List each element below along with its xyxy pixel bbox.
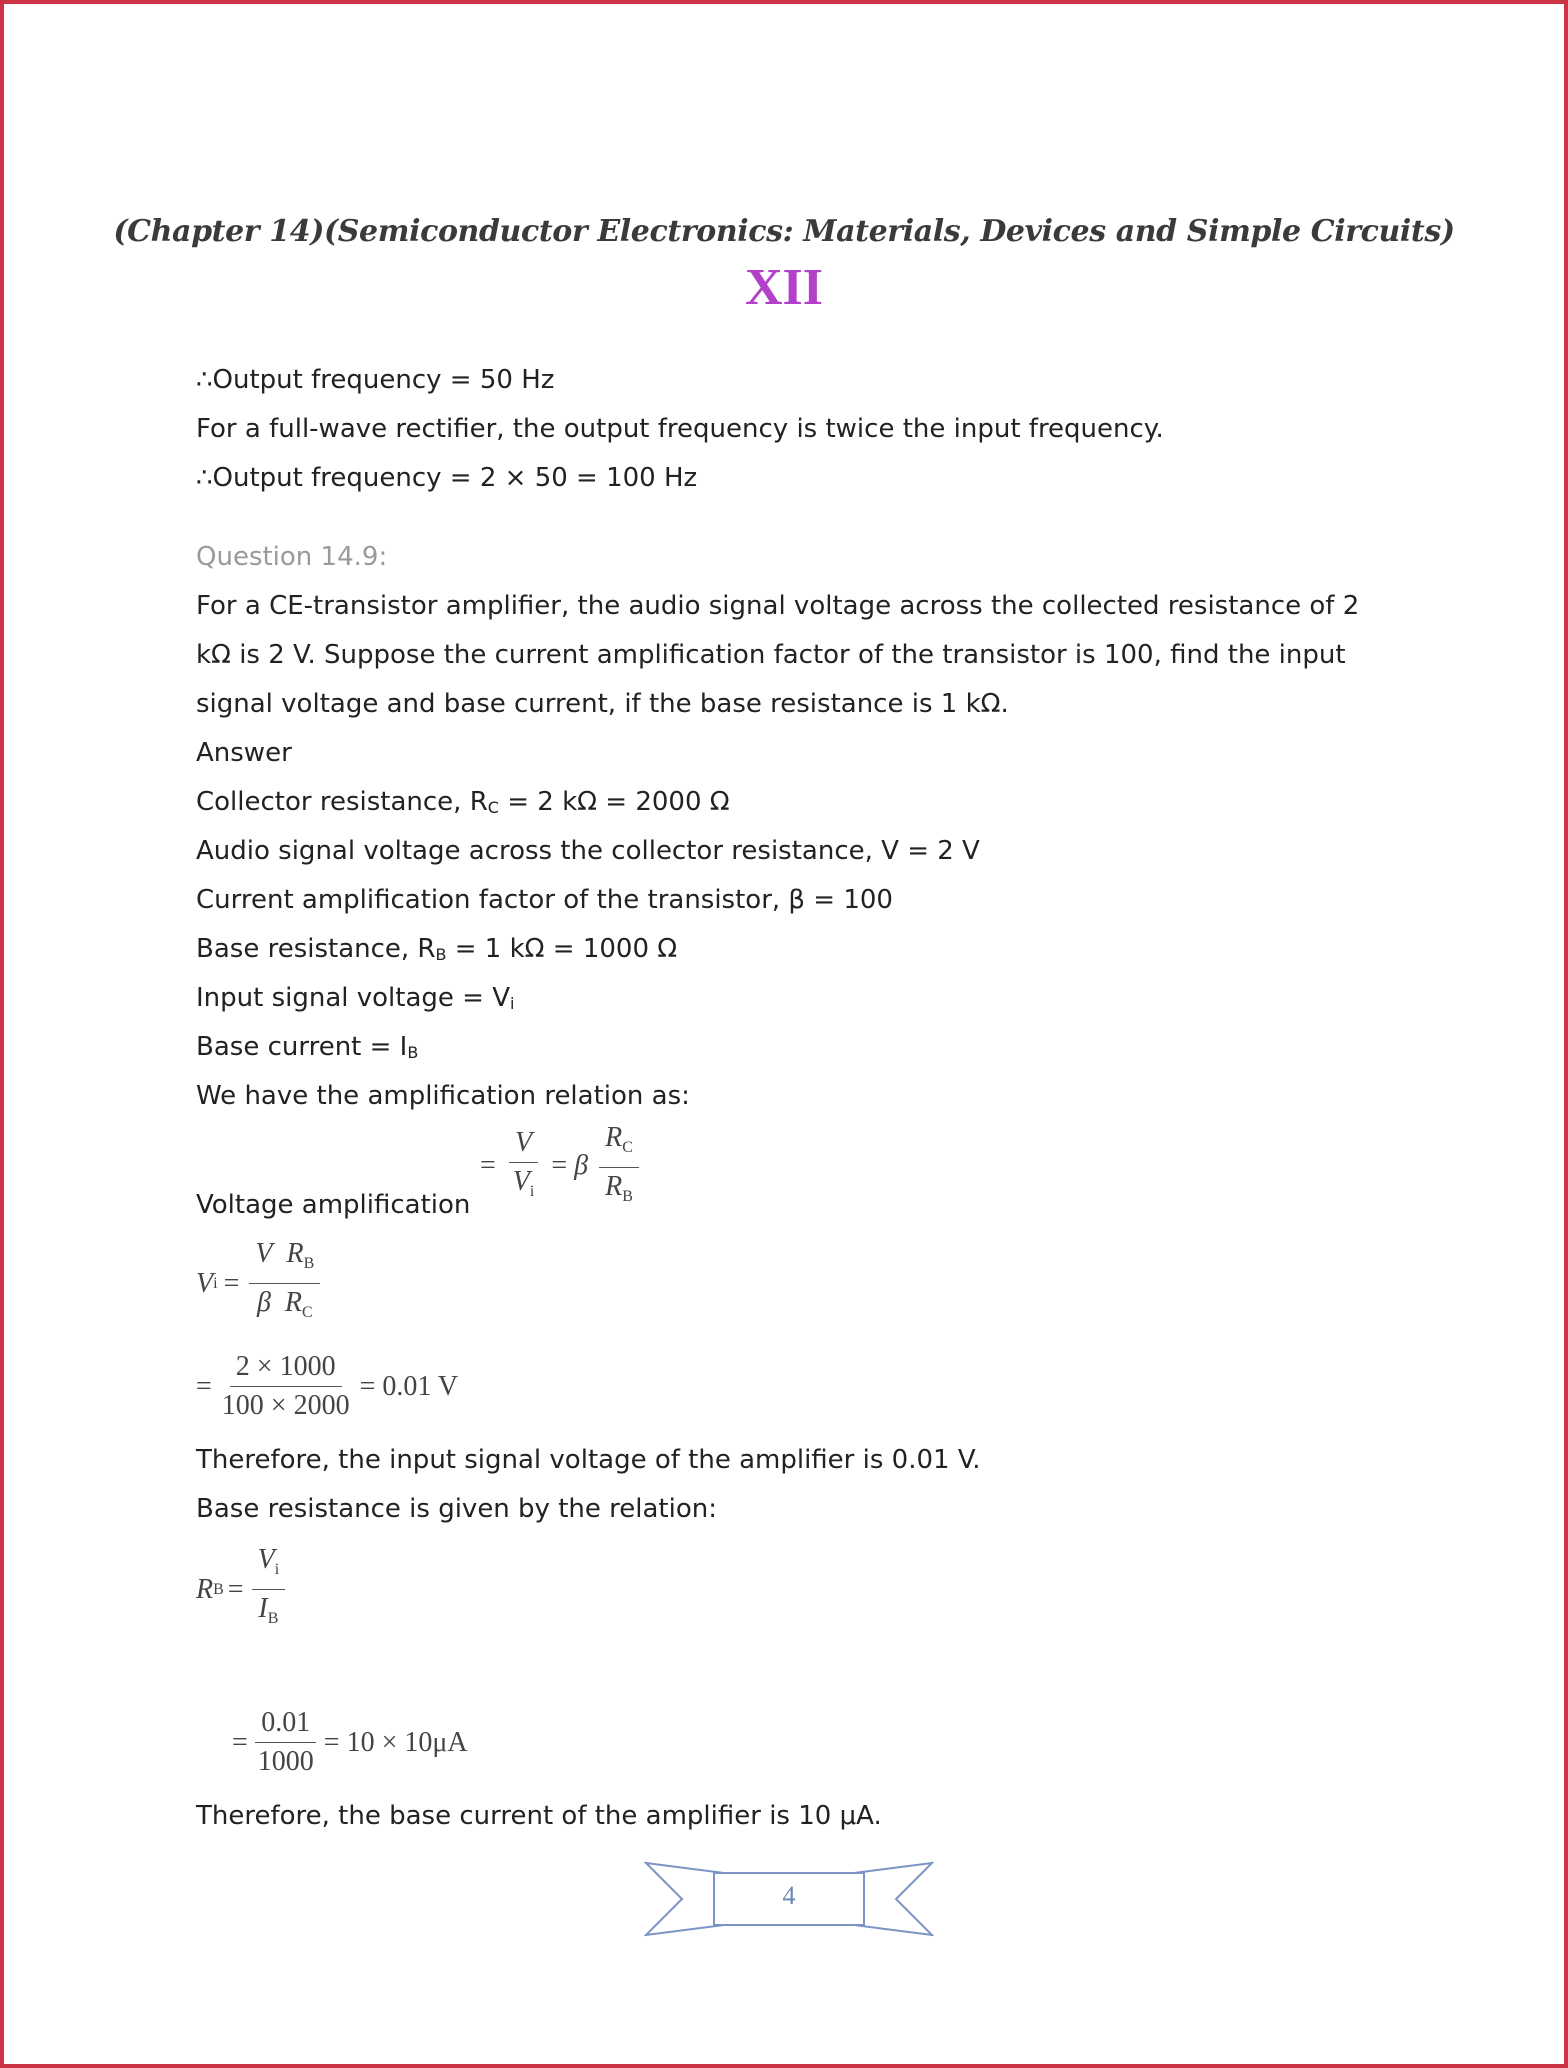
conclusion-voltage: Therefore, the input signal voltage of the amplifier is 0.01 V. (196, 1445, 981, 1475)
given-audio-voltage: Audio signal voltage across the collector resistance, V = 2 V (196, 836, 980, 866)
formula-vi-calculation: = $\frac{2 \times 1000}{100 \times 2000}$ = 0.01 V (196, 1350, 459, 1421)
page-number-badge (644, 1859, 934, 1939)
question-text: For a CE-transistor amplifier, the audio signal voltage across the collected resistance of 2 kΩ is 2 V. Suppose the current amplification factor of the transistor is 100, find the input signal voltage and base current, if the base resistance is 1 kΩ. (196, 591, 1360, 719)
formula-vi: V i = $\frac{V R_B}{\beta R_C}$ (196, 1231, 1396, 1336)
given-base-current: Base current = $I_B$ (196, 1032, 419, 1062)
formula-rb: R B = $\frac{V_i}{I_B}$ (196, 1534, 1396, 1644)
chapter-title: (Chapter 14)(Semiconductor Electronics: Materials, Devices and Simple Circuits) (113, 214, 1455, 249)
given-input-voltage: Input signal voltage = $V_i$ (196, 983, 515, 1013)
given-amplification-factor: Current amplification factor of the transistor, β = 100 (196, 885, 893, 915)
formula-ib-calculation: = $\frac{0.01}{1000}$ = 10 × 10μA (232, 1706, 468, 1777)
conclusion-current: Therefore, the base current of the amplifier is 10 μA. (196, 1801, 882, 1831)
question-label: Question 14.9: (196, 542, 388, 572)
given-collector-resistance: Collector resistance, $R_C = 2$ kΩ = 2000 Ω (196, 787, 730, 817)
voltage-amplification-formula: = $\frac{V}{V_i}$ = β $\frac{R_C}{R_B}$ (480, 1121, 643, 1214)
answer-label: Answer (196, 738, 292, 768)
class-label: XII (744, 259, 824, 316)
given-base-resistance: Base resistance, $R_B = 1$ kΩ = 1000 Ω (196, 934, 678, 964)
text-line: ∴Output frequency = 50 Hz (196, 365, 555, 395)
base-relation-intro: Base resistance is given by the relation: (196, 1494, 717, 1524)
page-number: 4 (782, 1881, 796, 1910)
voltage-amplification-row (196, 1121, 1396, 1231)
relation-intro: We have the amplification relation as: (196, 1081, 690, 1111)
page-content (196, 356, 1396, 1841)
voltage-amplification-label: Voltage amplification (196, 1190, 471, 1220)
text-line: ∴Output frequency = 2 × 50 = 100 Hz (196, 463, 698, 493)
text-line: For a full-wave rectifier, the output frequency is twice the input frequency. (196, 414, 1164, 444)
